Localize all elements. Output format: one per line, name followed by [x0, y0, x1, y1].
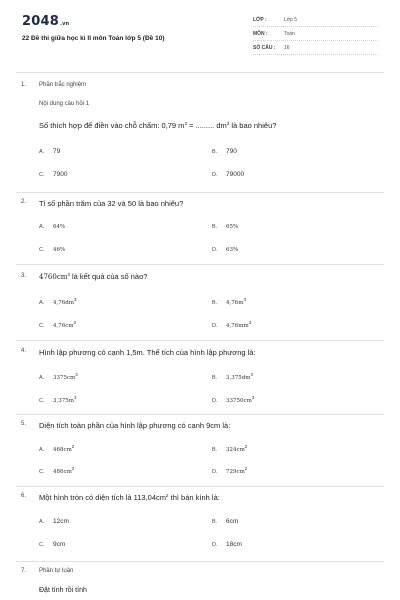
meta-class — [253, 15, 378, 27]
question-number: 6. — [21, 493, 27, 499]
option-c[interactable]: C. $3,375m^3$ — [39, 395, 77, 404]
divider — [16, 561, 384, 562]
option-b[interactable]: B. $324cm^2$ — [212, 444, 248, 453]
divider — [16, 192, 384, 193]
section-subtitle: Đặt tính rồi tính — [39, 587, 87, 594]
site-logo[interactable]: 2048.vn — [22, 14, 70, 29]
page-header — [0, 0, 400, 64]
option-a[interactable]: A. $3375cm^3$ — [39, 372, 78, 381]
option-d[interactable]: D. 63% — [212, 247, 239, 253]
option-d[interactable]: D. $729cm^2$ — [212, 466, 248, 475]
section-title: Phần tự luận — [39, 568, 74, 574]
option-b[interactable]: B. 790 — [212, 148, 237, 155]
page-title: 22 Đề thi giữa học kì II môn Toán lớp 5 (Đề 10) — [22, 35, 165, 42]
option-a[interactable]: A. $468cm^2$ — [39, 444, 75, 453]
option-c[interactable]: C. $486cm^2$ — [39, 466, 75, 475]
divider — [16, 340, 384, 341]
option-b[interactable]: B. 6cm — [212, 518, 239, 525]
option-d[interactable]: D. $33750cm^3$ — [212, 395, 255, 404]
option-b[interactable]: B. $4,76m^3$ — [212, 297, 246, 306]
question-number: 2. — [21, 199, 27, 205]
meta-subject-value: Toán — [284, 31, 295, 37]
meta-count — [253, 43, 378, 55]
section-number: 7. — [21, 568, 27, 574]
section-subtitle: Nội dung câu hỏi 1 — [39, 101, 90, 107]
option-c[interactable]: C. 9cm — [39, 541, 66, 548]
option-d[interactable]: D. $4,76mm^3$ — [212, 320, 252, 329]
question-text: Diện tích toàn phần của hình lập phương có cạnh 9cm là: — [39, 421, 231, 430]
meta-subject — [253, 29, 378, 41]
option-c[interactable]: C. 46% — [39, 247, 66, 253]
question-text: Một hình tròn có diện tích là $113,04cm^2$ thì bán kính là: — [39, 493, 220, 502]
option-a[interactable]: A. 79 — [39, 148, 61, 155]
section-number: 1. — [21, 82, 27, 88]
question-number: 3. — [21, 273, 27, 279]
meta-class-label: LỚP : — [253, 17, 267, 23]
section-title: Phần trắc nghiệm — [39, 82, 87, 88]
option-d[interactable]: D. 79000 — [212, 171, 245, 178]
question-number: 5. — [21, 421, 27, 427]
question-number: 4. — [21, 348, 27, 354]
meta-count-label: SỐ CÂU : — [253, 45, 276, 51]
question-text: Số thích hợp để điền vào chỗ chấm: 0,79 $m^3$ = ......... $dm^3$ là bao nhiêu? — [39, 121, 277, 130]
meta-count-value: 16 — [284, 45, 290, 51]
option-b[interactable]: B. $3,375dm^3$ — [212, 372, 253, 381]
option-a[interactable]: A. $4,76dm^3$ — [39, 297, 77, 306]
meta-subject-label: MÔN : — [253, 31, 268, 37]
question-text: Hình lập phương có cạnh 1,5m. Thể tích của hình lập phương là: — [39, 348, 256, 357]
question-text: $4760cm^3$ là kết quả của số nào? — [39, 272, 148, 281]
option-a[interactable]: A. 64% — [39, 224, 66, 230]
question-text: Tỉ số phần trăm của 32 và 50 là bao nhiêu? — [39, 199, 184, 208]
option-c[interactable]: C. 7900 — [39, 171, 68, 178]
divider — [16, 264, 384, 265]
option-a[interactable]: A. 12cm — [39, 518, 69, 525]
divider — [16, 72, 384, 73]
divider — [16, 486, 384, 487]
option-b[interactable]: B. 65% — [212, 224, 239, 230]
divider — [16, 414, 384, 415]
option-c[interactable]: C. $4,76cm^3$ — [39, 320, 77, 329]
option-d[interactable]: D. 18cm — [212, 541, 242, 548]
meta-class-value: Lớp 5 — [284, 17, 298, 23]
